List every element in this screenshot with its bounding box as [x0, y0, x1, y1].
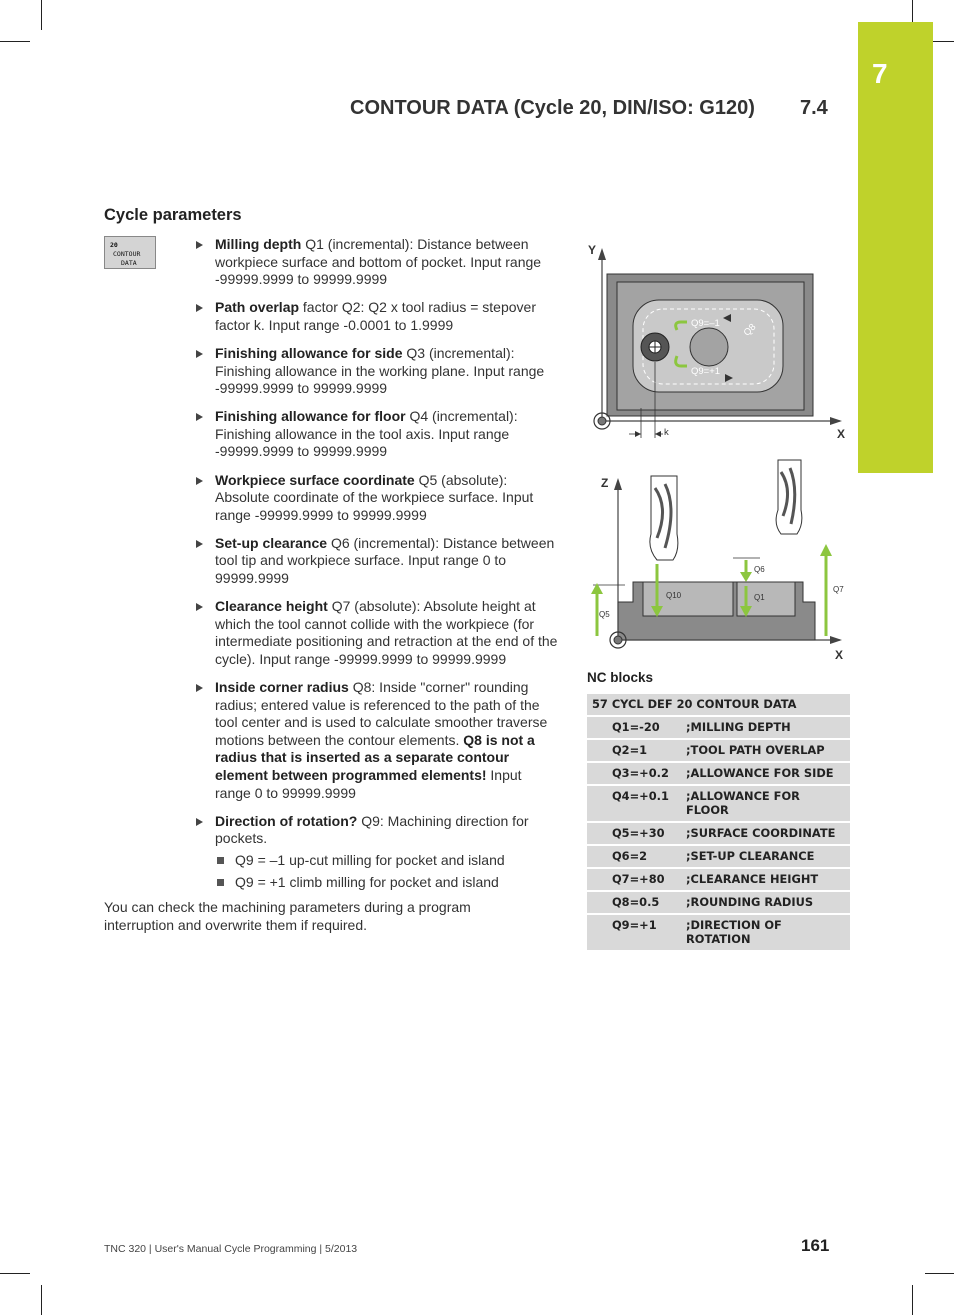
nc-comment: ;SURFACE COORDINATE — [686, 822, 850, 845]
crop-mark — [41, 1285, 42, 1315]
square-bullet-icon — [217, 857, 224, 864]
option-text: Q9 = +1 climb milling for pocket and island — [235, 873, 499, 890]
label-q6: Q6 — [754, 565, 765, 574]
y-axis-arrow-icon — [598, 248, 606, 260]
param-desc: Q3 (incremental): Finishing allowance in the working plane. Input range -99999.9999 to 99999.9999 — [215, 344, 545, 397]
nc-code: Q6=2 — [587, 845, 686, 868]
running-header — [350, 97, 828, 120]
param-item — [195, 299, 560, 334]
softkey-line: 20 — [110, 241, 118, 249]
nc-code: Q9=+1 — [587, 914, 686, 951]
nc-code: Q5=+30 — [587, 822, 686, 845]
nc-code: Q8=0.5 — [587, 891, 686, 914]
param-desc: Q9: Machining direction for pockets. — [215, 812, 529, 847]
nc-comment: ;TOOL PATH OVERLAP — [686, 739, 850, 762]
option-list — [215, 852, 560, 892]
chapter-tab — [858, 22, 933, 473]
option-item — [215, 852, 560, 870]
nc-comment: ;SET-UP CLEARANCE — [686, 845, 850, 868]
triangle-bullet-icon — [196, 818, 203, 826]
param-name: Clearance height — [215, 598, 328, 615]
nc-comment: ;DIRECTION OF ROTATION — [686, 914, 850, 951]
param-name: Inside corner radius — [215, 678, 349, 695]
param-name: Set-up clearance — [215, 534, 328, 551]
page-number: 161 — [801, 1236, 830, 1255]
param-desc: Q6 (incremental): Distance between tool tip and workpiece surface. Input range 0 to 99999.9999 — [215, 534, 555, 586]
end-mill-right-icon — [776, 460, 802, 534]
triangle-bullet-icon — [196, 540, 203, 548]
param-item — [195, 813, 560, 892]
triangle-bullet-icon — [196, 603, 203, 611]
axis-label-x: X — [835, 648, 844, 662]
param-desc: Q1 (incremental): Distance between workpiece surface and bottom of pocket. Input range -99999.9999 to 99999.9999 — [215, 236, 542, 288]
label-q8: Q8 — [741, 321, 759, 339]
crop-mark — [41, 0, 42, 30]
label-q5: Q5 — [599, 610, 610, 619]
nc-code: Q2=1 — [587, 739, 686, 762]
param-desc: Q4 (incremental): Finishing allowance in the tool axis. Input range -99999.9999 to 99999.9999 — [215, 408, 518, 460]
triangle-bullet-icon — [196, 477, 203, 485]
param-desc: Q8: Inside "corner" rounding radius; entered value is referenced to the path of the tool center and is used to calculate smoother traverse motions between the contour elements. — [215, 678, 548, 748]
label-q7: Q7 — [833, 585, 844, 594]
param-desc: Q5 (absolute): Absolute coordinate of the workpiece surface. Input range -99999.9999 to 99999.9999 — [215, 471, 534, 523]
triangle-bullet-icon — [196, 304, 203, 312]
z-axis-arrow-icon — [614, 478, 622, 490]
param-item — [195, 472, 560, 525]
param-item — [195, 598, 560, 668]
param-name: Path overlap — [215, 299, 300, 316]
param-name: Direction of rotation? — [215, 812, 358, 829]
top-view-figure — [588, 243, 845, 441]
option-text: Q9 = –1 up-cut milling for pocket and island — [235, 851, 505, 868]
header-title: CONTOUR DATA (Cycle 20, DIN/ISO: G120) — [350, 97, 755, 119]
param-name: Workpiece surface coordinate — [215, 471, 415, 488]
param-name: Milling depth — [215, 236, 302, 252]
axis-label-z: Z — [601, 476, 609, 490]
island-shape — [690, 328, 728, 366]
nc-comment: ;MILLING DEPTH — [686, 716, 850, 739]
axis-label-y: Y — [588, 243, 597, 257]
param-desc: Input range 0 to 99999.9999 — [215, 766, 522, 801]
param-item — [195, 408, 560, 461]
contour-data-softkey[interactable] — [104, 236, 156, 269]
softkey-line: DATA — [121, 259, 137, 267]
table-row — [587, 914, 850, 951]
x-axis-arrow-icon — [830, 636, 842, 644]
triangle-bullet-icon — [196, 413, 203, 421]
triangle-bullet-icon — [196, 350, 203, 358]
nc-comment: ;ROUNDING RADIUS — [686, 891, 850, 914]
param-item — [195, 679, 560, 802]
param-name: Finishing allowance for floor — [215, 408, 406, 425]
param-desc: factor Q2: Q2 x tool radius = stepover factor k. Input range -0.0001 to 1.9999 — [215, 299, 536, 333]
nc-block-header: 57 CYCL DEF 20 CONTOUR DATA — [587, 694, 850, 716]
nc-code: Q4=+0.1 — [587, 785, 686, 822]
cycle-illustration — [585, 238, 850, 666]
table-row — [587, 762, 850, 785]
square-bullet-icon — [217, 879, 224, 886]
param-item — [195, 535, 560, 588]
note-paragraph: You can check the machining parameters during a program interruption and overwrite them if required. — [104, 899, 471, 933]
param-desc: Q7 (absolute): Absolute height at which the tool cannot collide with the workpiece (for intermediate positioning and retraction at the end of the cycle). Input range -99999.9999 to 99999.9999 — [215, 598, 558, 667]
param-warning: Q8 is not a radius that is inserted as a separate contour element between programmed elements! — [215, 731, 535, 783]
chapter-number: 7 — [872, 58, 888, 89]
parameter-list — [195, 236, 560, 902]
nc-code: Q7=+80 — [587, 868, 686, 891]
label-k: k — [664, 427, 669, 438]
label-q9-positive: Q9=+1 — [691, 366, 721, 377]
table-row — [587, 785, 850, 822]
crop-mark — [925, 1273, 954, 1274]
table-row — [587, 822, 850, 845]
triangle-bullet-icon — [196, 241, 203, 249]
side-view-figure — [591, 460, 844, 662]
header-section: 7.4 — [800, 97, 828, 119]
crop-mark — [0, 1273, 30, 1274]
param-name: Finishing allowance for side — [215, 344, 403, 361]
crop-mark — [912, 0, 913, 22]
section-title: Cycle parameters — [104, 206, 242, 224]
table-row — [587, 845, 850, 868]
softkey-line: CONTOUR — [113, 250, 141, 258]
axis-label-x: X — [837, 427, 846, 441]
table-row — [587, 891, 850, 914]
table-row — [587, 716, 850, 739]
label-q10: Q10 — [666, 591, 682, 600]
table-row — [587, 868, 850, 891]
x-axis-arrow-icon — [830, 417, 842, 425]
nc-code: Q3=+0.2 — [587, 762, 686, 785]
nc-comment: ;ALLOWANCE FOR FLOOR — [686, 785, 850, 822]
crop-mark — [0, 41, 30, 42]
label-q1: Q1 — [754, 593, 765, 602]
nc-comment: ;CLEARANCE HEIGHT — [686, 868, 850, 891]
footer-text: TNC 320 | User's Manual Cycle Programming | 5/2013 — [104, 1243, 358, 1255]
nc-comment: ;ALLOWANCE FOR SIDE — [686, 762, 850, 785]
nc-blocks-table — [587, 694, 850, 952]
param-item — [195, 345, 560, 398]
option-item — [215, 874, 560, 892]
label-q9-negative: Q9=–1 — [691, 318, 720, 329]
triangle-bullet-icon — [196, 684, 203, 692]
crop-mark — [912, 1285, 913, 1315]
table-row — [587, 739, 850, 762]
table-row — [587, 694, 850, 716]
nc-code: Q1=-20 — [587, 716, 686, 739]
param-item — [195, 236, 560, 289]
nc-blocks-title: NC blocks — [587, 670, 654, 685]
